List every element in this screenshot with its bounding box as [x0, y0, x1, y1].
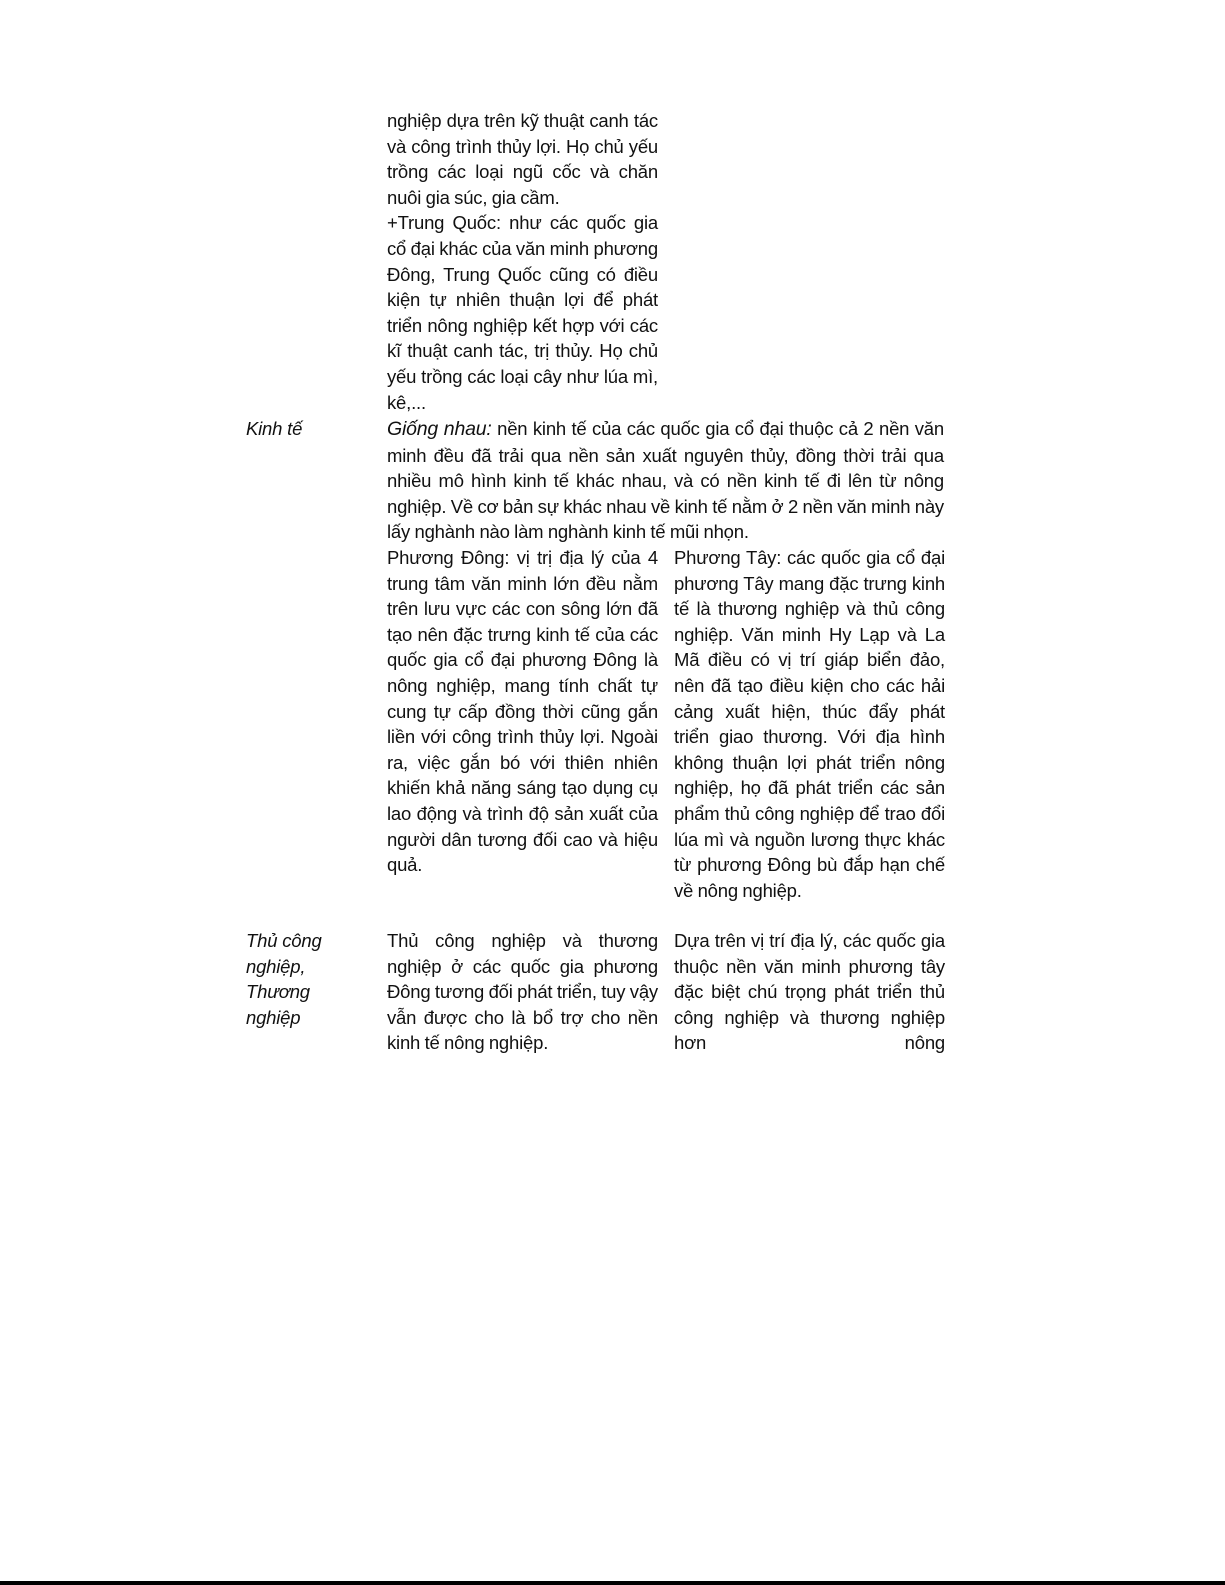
text-line: kinh tế là thương nghiệp và thủ — [674, 572, 945, 620]
text-line: đảo, nên đã tạo điều kiện cho — [674, 649, 945, 696]
text-line: công trình thủy lợi. Ngoài ra, — [387, 726, 658, 773]
text-line: của người dân tương đối cao và — [387, 802, 658, 850]
text-line: nền kinh tế nông nghiệp. — [387, 1006, 658, 1054]
text-line: hiệu quả. — [387, 828, 658, 876]
text-line: để phát triển nông nghiệp kết — [387, 289, 658, 336]
row-label-text: Kinh tế — [246, 418, 303, 439]
row-label-economy — [246, 416, 366, 442]
page-bottom-edge — [0, 1581, 1225, 1585]
row-label-text: nghiệp, — [246, 955, 306, 977]
text-line: khiến khả năng sáng tạo dụng — [387, 777, 634, 799]
text-line: +Trung Quốc: như các quốc gia — [387, 212, 658, 234]
text-line: hợp với các kĩ thuật canh tác, trị — [387, 314, 658, 362]
text-line: phương Tây mang đặc trưng — [674, 572, 907, 594]
text-line: và chăn nuôi gia súc, gia cầm. — [387, 161, 658, 208]
text-line: tác và công trình thủy lợi. Họ — [387, 110, 658, 157]
text-line: chủ yếu trồng các loại ngũ cốc — [387, 135, 658, 183]
text-line: văn minh này lấy nghành nào làm nghành kinh tế mũi nhọn. — [387, 495, 944, 543]
economy-west-cell — [674, 545, 945, 903]
economy-similarities — [387, 416, 944, 545]
text-line: có điều kiện tự nhiên thuận lợi — [387, 263, 658, 311]
text-line: gia thuộc nền văn minh phương — [674, 930, 945, 977]
text-line: vậy vẫn được cho là bổ trợ cho — [387, 981, 658, 1028]
text-line: triển thủ công nghiệp và — [674, 981, 945, 1028]
text-line: cụ lao động và trình độ sản xuất — [387, 777, 658, 824]
text-line: trải qua nhiều mô hình kinh tế khác nhau, và có nền kinh tế đi lên — [387, 444, 944, 492]
crafts-east-cell — [387, 928, 658, 1056]
text-line: các sản phẩm thủ công nghiệp — [674, 777, 945, 824]
text-line: để trao đổi lúa mì và nguồn — [674, 802, 945, 850]
text-line: nghiệp dựa trên kỹ thuật canh — [387, 110, 629, 131]
text-line: lương thực khác từ phương — [674, 828, 945, 876]
row-label-text: nghiệp — [246, 1006, 301, 1028]
text-line: tế của các quốc gia cổ đại — [387, 623, 658, 671]
text-line: văn minh đều đã trải qua nền sản xuất nguyên thủy, đồng thời — [387, 418, 944, 466]
text-line: lớn đã tạo nên đặc trưng kinh — [387, 598, 658, 645]
crafts-west-cell — [674, 928, 945, 1056]
text-line: thương nghiệp hơn nông — [674, 1006, 945, 1054]
agriculture-east-continued — [387, 108, 658, 415]
similar-lead: Giống nhau: — [387, 418, 492, 440]
text-line: các hải cảng xuất hiện, thúc đẩy — [674, 674, 945, 722]
text-line: hình không thuận lợi phát triển — [674, 726, 945, 773]
text-line: Thủ công nghiệp và thương — [387, 930, 658, 951]
text-line: phát triển giao thương. Với địa — [674, 700, 945, 748]
text-line: Phương Đông: vị trị địa lý của 4 — [387, 547, 658, 568]
text-line: Đông bù đắp hạn chế về nông — [674, 854, 945, 901]
text-line: Phương Tây: các quốc gia cổ đại — [674, 547, 945, 568]
text-line: công nghiệp. Văn minh Hy Lạp — [674, 598, 945, 645]
text-line: phương Đông, Trung Quốc cũng — [387, 237, 658, 285]
text-line: Dựa trên vị trí địa lý, các quốc — [674, 930, 916, 951]
text-line: tây đặc biệt chú trọng phát — [674, 955, 945, 1003]
text-line: cây như lúa mì, kê,... — [387, 365, 658, 413]
text-line: và La Mã điều có vị trí giáp biển — [674, 623, 945, 671]
text-line: đồng thời cũng gắn liền với — [387, 700, 658, 748]
row-label-crafts-commerce — [246, 928, 366, 1030]
text-line: nghiệp. — [742, 879, 802, 901]
text-line: nằm trên lưu vực các con sông — [387, 572, 658, 620]
text-line: cổ đại khác của văn minh — [387, 237, 589, 259]
text-line: nông nghiệp, họ đã phát triển — [674, 751, 945, 799]
text-line: Đông tương đối phát triển, tuy — [387, 981, 626, 1003]
row-label-text: Thủ công — [246, 930, 322, 951]
text-line: phương Đông là nông nghiệp, — [387, 649, 658, 696]
text-line: mang tính chất tự cung tự cấp — [387, 674, 658, 722]
text-line: việc gắn bó với thiên nhiên — [417, 751, 658, 773]
text-line: trung tâm văn minh lớn đều — [387, 572, 617, 594]
economy-east-cell — [387, 545, 658, 878]
text-line: nghiệp ở các quốc gia phương — [387, 955, 658, 977]
row-label-text: Thương — [246, 981, 310, 1003]
text-line: từ nông nghiệp. Về cơ bản sự khác nhau về kinh tế nằm ở 2 nền — [387, 470, 944, 517]
text-line: thủy. Họ chủ yếu trồng các loại — [387, 340, 658, 387]
text-line: nền kinh tế của các quốc gia cổ đại thuộc cả 2 nền — [491, 418, 910, 439]
